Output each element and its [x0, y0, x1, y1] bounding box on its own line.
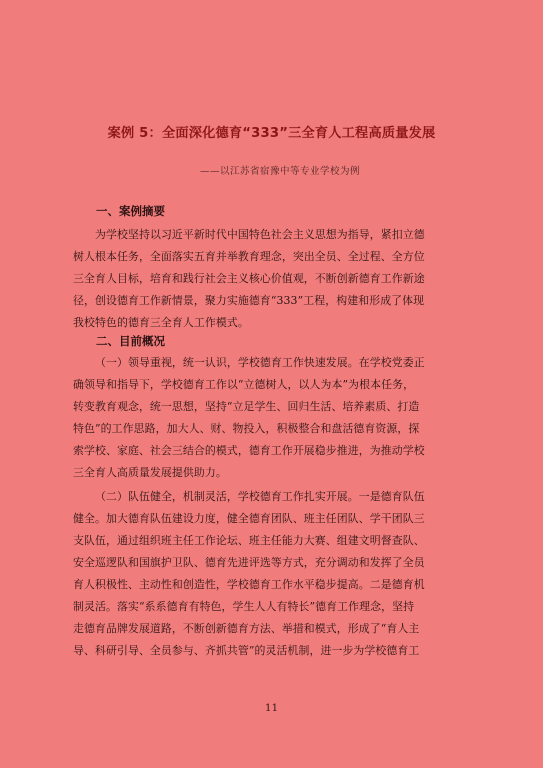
body-line: 确领导和指导下，学校德育工作以“立德树人，以人为本”为根本任务，	[73, 378, 415, 391]
body-line: 制灵活。落实“系系德育有特色，学生人人有特长”德育工作理念，坚持	[73, 600, 415, 613]
body-line: 为学校坚持以习近平新时代中国特色社会主义思想为指导，紧扣立德	[95, 228, 425, 241]
case-subtitle: ——以江苏省宿豫中等专业学校为例	[200, 166, 361, 177]
section-heading-overview: 二、目前概况	[96, 334, 165, 348]
body-line: 索学校、家庭、社会三结合的模式，德育工作开展稳步推进，为推动学校	[73, 444, 425, 457]
body-line: 径，创设德育工作新情景，聚力实施德育“333”工程，构建和形成了体现	[73, 294, 425, 307]
section-heading-summary: 一、案例摘要	[96, 204, 165, 218]
body-line: 安全巡逻队和国旗护卫队、德育先进评选等方式，充分调动和发挥了全员	[73, 556, 425, 569]
body-line: （二）队伍健全，机制灵活，学校德育工作扎实开展。一是德育队伍	[95, 490, 425, 503]
body-line: 走德育品牌发展道路，不断创新德育方法、举措和模式，形成了“育人主	[73, 622, 420, 635]
body-line: 育人积极性、主动性和创造性，学校德育工作水平稳步提高。二是德育机	[73, 578, 425, 591]
body-line: 支队伍，通过组织班主任工作论坛、班主任能力大赛、组建文明督查队、	[73, 534, 425, 547]
body-line: 健全。加大德育队伍建设力度，健全德育团队、班主任团队、学干团队三	[73, 512, 425, 525]
body-line: 我校特色的德育三全育人工作模式。	[73, 316, 249, 329]
body-line: 三全育人目标，培育和践行社会主义核心价值观，不断创新德育工作新途	[73, 272, 425, 285]
body-line: 导、科研引导、全员参与、齐抓共管”的灵活机制，进一步为学校德育工	[73, 644, 420, 657]
body-line: 特色”的工作思路，加大人、财、物投入，积极整合和盘活德育资源，探	[73, 422, 420, 435]
page-number: 11	[264, 702, 279, 714]
body-line: （一）领导重视，统一认识，学校德育工作快速发展。在学校党委正	[95, 356, 425, 369]
body-line: 转变教育观念，统一思想，坚持“立足学生、回归生活、培养素质、打造	[73, 400, 420, 413]
case-title: 案例 5：全面深化德育“333”三全育人工程高质量发展	[107, 126, 436, 141]
body-line: 三全育人高质量发展提供助力。	[73, 466, 227, 479]
body-line: 树人根本任务，全面落实五育并举教育理念，突出全员、全过程、全方位	[73, 250, 425, 263]
